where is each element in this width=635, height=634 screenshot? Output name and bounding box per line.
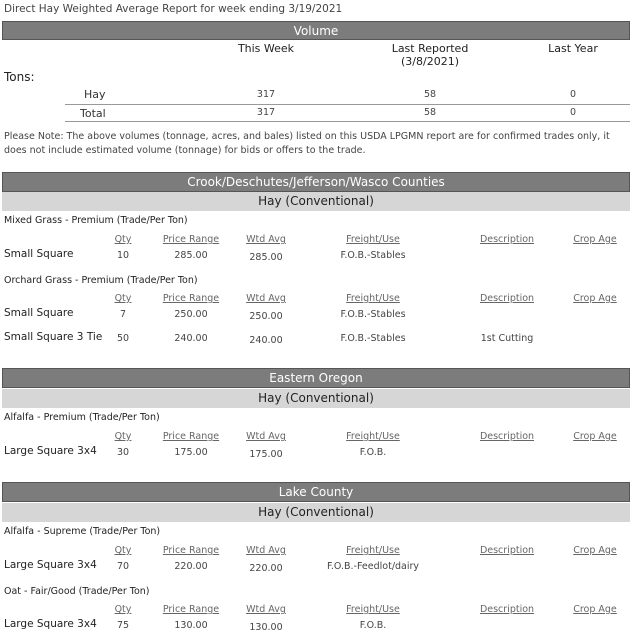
region-header: Crook/Deschutes/Jefferson/Wasco Counties <box>2 172 630 192</box>
col-description: Description <box>479 293 535 304</box>
col-crop-age: Crop Age <box>573 604 617 615</box>
col-this-week: This Week <box>237 42 295 55</box>
group-title: Alfalfa - Premium (Trade/Per Ton) <box>4 412 160 423</box>
row-freight: F.O.B.-Stables <box>340 309 406 320</box>
row-price: 130.00 <box>174 620 208 631</box>
col-crop-age: Crop Age <box>573 431 617 442</box>
row-item: Small Square 3 Tie <box>4 331 103 343</box>
col-qty: Qty <box>114 293 132 304</box>
category-header: Hay (Conventional) <box>2 389 630 408</box>
row-qty: 30 <box>116 447 130 458</box>
tons-label: Tons: <box>4 70 35 84</box>
row-freight: F.O.B. <box>359 620 387 631</box>
col-description: Description <box>479 545 535 556</box>
volume-row-label: Hay <box>84 88 106 101</box>
row-freight: F.O.B. <box>359 447 387 458</box>
row-item: Large Square 3x4 <box>4 559 97 571</box>
row-item: Small Square <box>4 307 74 319</box>
col-price-range: Price Range <box>162 604 220 615</box>
row-avg: 175.00 <box>249 449 283 460</box>
volume-divider <box>65 104 630 105</box>
col-wtd-avg: Wtd Avg <box>246 234 286 245</box>
col-qty: Qty <box>114 604 132 615</box>
row-price: 220.00 <box>174 561 208 572</box>
col-freight: Freight/Use <box>346 545 400 556</box>
row-description: 1st Cutting <box>480 333 534 344</box>
col-crop-age: Crop Age <box>573 234 617 245</box>
col-wtd-avg: Wtd Avg <box>246 293 286 304</box>
volume-total-last-year: 0 <box>569 107 577 118</box>
volume-total-last-reported: 58 <box>423 107 437 118</box>
row-avg: 130.00 <box>249 622 283 633</box>
volume-header: Volume <box>2 21 630 40</box>
row-item: Large Square 3x4 <box>4 445 97 457</box>
volume-total-this-week: 317 <box>256 107 276 118</box>
row-freight: F.O.B.-Stables <box>340 333 406 344</box>
row-qty: 75 <box>116 620 130 631</box>
col-qty: Qty <box>114 234 132 245</box>
col-last-reported-date: (3/8/2021) <box>401 55 459 68</box>
row-price: 175.00 <box>174 447 208 458</box>
group-title: Alfalfa - Supreme (Trade/Per Ton) <box>4 526 161 537</box>
volume-total-label: Total <box>80 107 106 120</box>
row-avg: 220.00 <box>249 563 283 574</box>
category-header: Hay (Conventional) <box>2 503 630 522</box>
row-qty: 50 <box>116 333 130 344</box>
row-item: Large Square 3x4 <box>4 618 97 630</box>
group-title: Oat - Fair/Good (Trade/Per Ton) <box>4 586 150 597</box>
row-price: 240.00 <box>174 333 208 344</box>
category-header: Hay (Conventional) <box>2 192 630 211</box>
row-avg: 250.00 <box>249 311 283 322</box>
row-item: Small Square <box>4 248 74 260</box>
row-avg: 285.00 <box>249 252 283 263</box>
col-qty: Qty <box>114 431 132 442</box>
col-wtd-avg: Wtd Avg <box>246 604 286 615</box>
col-wtd-avg: Wtd Avg <box>246 431 286 442</box>
row-avg: 240.00 <box>249 335 283 346</box>
col-price-range: Price Range <box>162 293 220 304</box>
volume-this-week: 317 <box>256 89 276 100</box>
col-crop-age: Crop Age <box>573 545 617 556</box>
col-qty: Qty <box>114 545 132 556</box>
col-last-reported: Last Reported <box>391 42 469 55</box>
col-crop-age: Crop Age <box>573 293 617 304</box>
col-price-range: Price Range <box>162 431 220 442</box>
row-qty: 10 <box>116 250 130 261</box>
col-freight: Freight/Use <box>346 234 400 245</box>
col-description: Description <box>479 234 535 245</box>
col-freight: Freight/Use <box>346 604 400 615</box>
col-wtd-avg: Wtd Avg <box>246 545 286 556</box>
col-description: Description <box>479 431 535 442</box>
col-freight: Freight/Use <box>346 431 400 442</box>
row-freight: F.O.B.-Feedlot/dairy <box>326 561 420 572</box>
report-title: Direct Hay Weighted Average Report for week ending 3/19/2021 <box>4 3 343 15</box>
region-header: Eastern Oregon <box>2 368 630 388</box>
col-price-range: Price Range <box>162 545 220 556</box>
row-price: 285.00 <box>174 250 208 261</box>
group-title: Orchard Grass - Premium (Trade/Per Ton) <box>4 275 198 286</box>
row-qty: 7 <box>119 309 127 320</box>
volume-last-year: 0 <box>569 89 577 100</box>
row-freight: F.O.B.-Stables <box>340 250 406 261</box>
row-price: 250.00 <box>174 309 208 320</box>
col-price-range: Price Range <box>162 234 220 245</box>
col-description: Description <box>479 604 535 615</box>
volume-last-reported: 58 <box>423 89 437 100</box>
volume-note: Please Note: The above volumes (tonnage, acres, and bales) listed on this USDA LPGMN report are for confirmed trades only, it does not include estimated volume (tonnage) for bids or offers to the trade. <box>4 131 610 156</box>
group-title: Mixed Grass - Premium (Trade/Per Ton) <box>4 215 188 226</box>
volume-total-divider <box>65 121 630 122</box>
region-header: Lake County <box>2 482 630 502</box>
col-last-year: Last Year <box>548 42 598 55</box>
row-qty: 70 <box>116 561 130 572</box>
col-freight: Freight/Use <box>346 293 400 304</box>
